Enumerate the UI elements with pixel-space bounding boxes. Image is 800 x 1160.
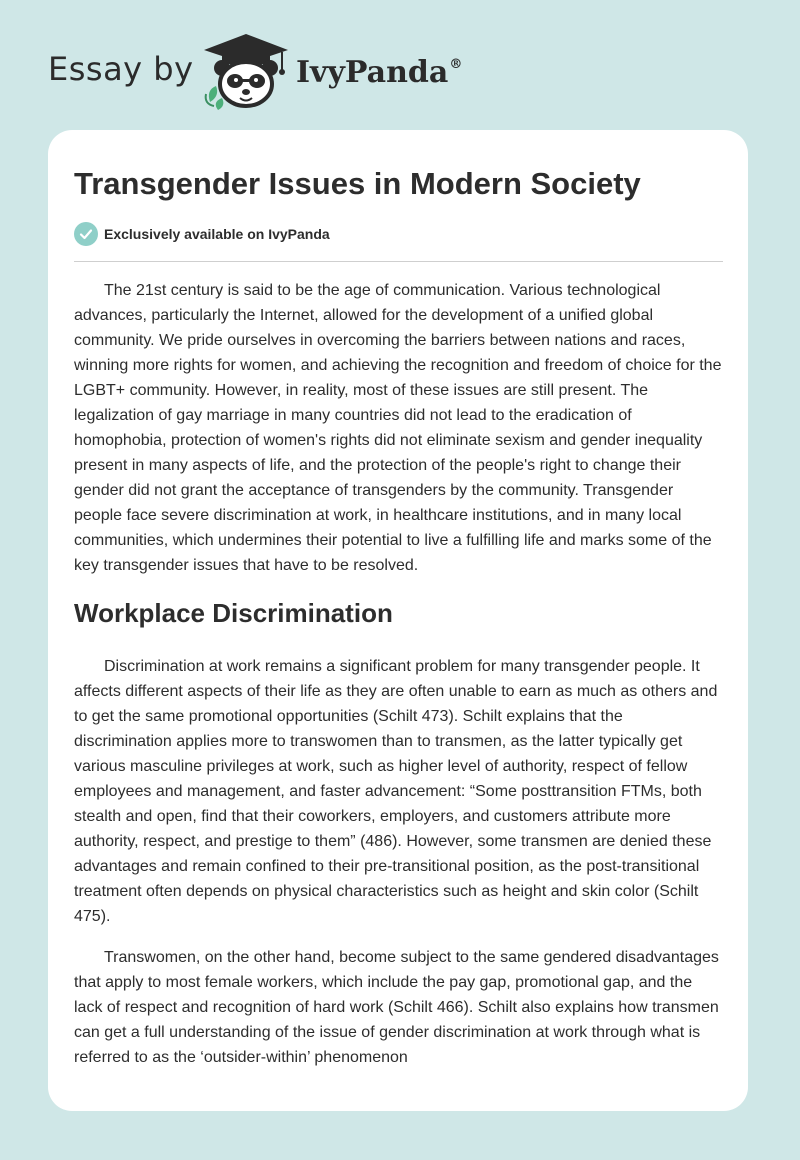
checkmark-icon [74,222,98,246]
body-paragraph: Discrimination at work remains a significant problem for many transgender people. It affects different aspects of their life as they are often unable to earn as much as others and to get the same promotional opportunities (Schilt 473). Schilt explains that the discrimination applies more to transwomen than to transmen, as the latter typically get various masculine privileges at work, such as higher level of authority, respect of fellow employees and management, and faster advancement: “Some posttransition FTMs, both stealth and open, find that their coworkers, employers, and customers attribute more authority, respect, and prestige to them” (486). However, some transmen are denied these advantages and remain confined to their pre-transitional position, as the post-transitional treatment often depends on physical characteristics such as height and skin color (Schilt 475). [74,658,718,925]
exclusive-badge [74,221,330,247]
essay-by-label: Essay by [48,50,194,88]
divider [74,261,723,262]
essay-body [74,278,724,1070]
registered-mark: ® [449,57,463,72]
page-title: Transgender Issues in Modern Society [74,166,641,201]
body-paragraph: Transwomen, on the other hand, become subject to the same gendered disadvantages that apply to most female workers, which include the pay gap, promotional gap, and the lack of respect and recognition of hard work (Schilt 466). Schilt also explains how transmen can get a full understanding of the issue of gender discrimination at work through what is referred to as the ‘outsider-within’ phenomenon [74,949,719,1066]
exclusive-label: Exclusively available on IvyPanda [104,226,330,242]
brand-name[interactable] [296,55,462,90]
brand-name-text: IvyPanda [296,55,449,90]
intro-paragraph: The 21st century is said to be the age of communication. Various technological advances, particularly the Internet, allowed for the development of a unified global community. We pride ourselves in overcoming the barriers between nations and races, winning more rights for women, and achieving the recognition and freedom of choice for the LGBT+ community. However, in reality, most of these issues are still present. The legalization of gay marriage in many countries did not lead to the eradication of homophobia, protection of women's rights did not eliminate sexism and gender inequality present in many aspects of life, and the protection of the people's right to change their gender did not grant the acceptance of transgenders by the community. Transgender people face severe discrimination at work, in healthcare institutions, and in many local communities, which undermines their potential to live a fulfilling life and marks some of the key transgender issues that have to be resolved. [74,282,722,574]
essay-card [48,130,748,1111]
section-heading: Workplace Discrimination [74,598,393,628]
ivypanda-logo-icon[interactable] [200,32,292,110]
site-header [0,0,800,130]
